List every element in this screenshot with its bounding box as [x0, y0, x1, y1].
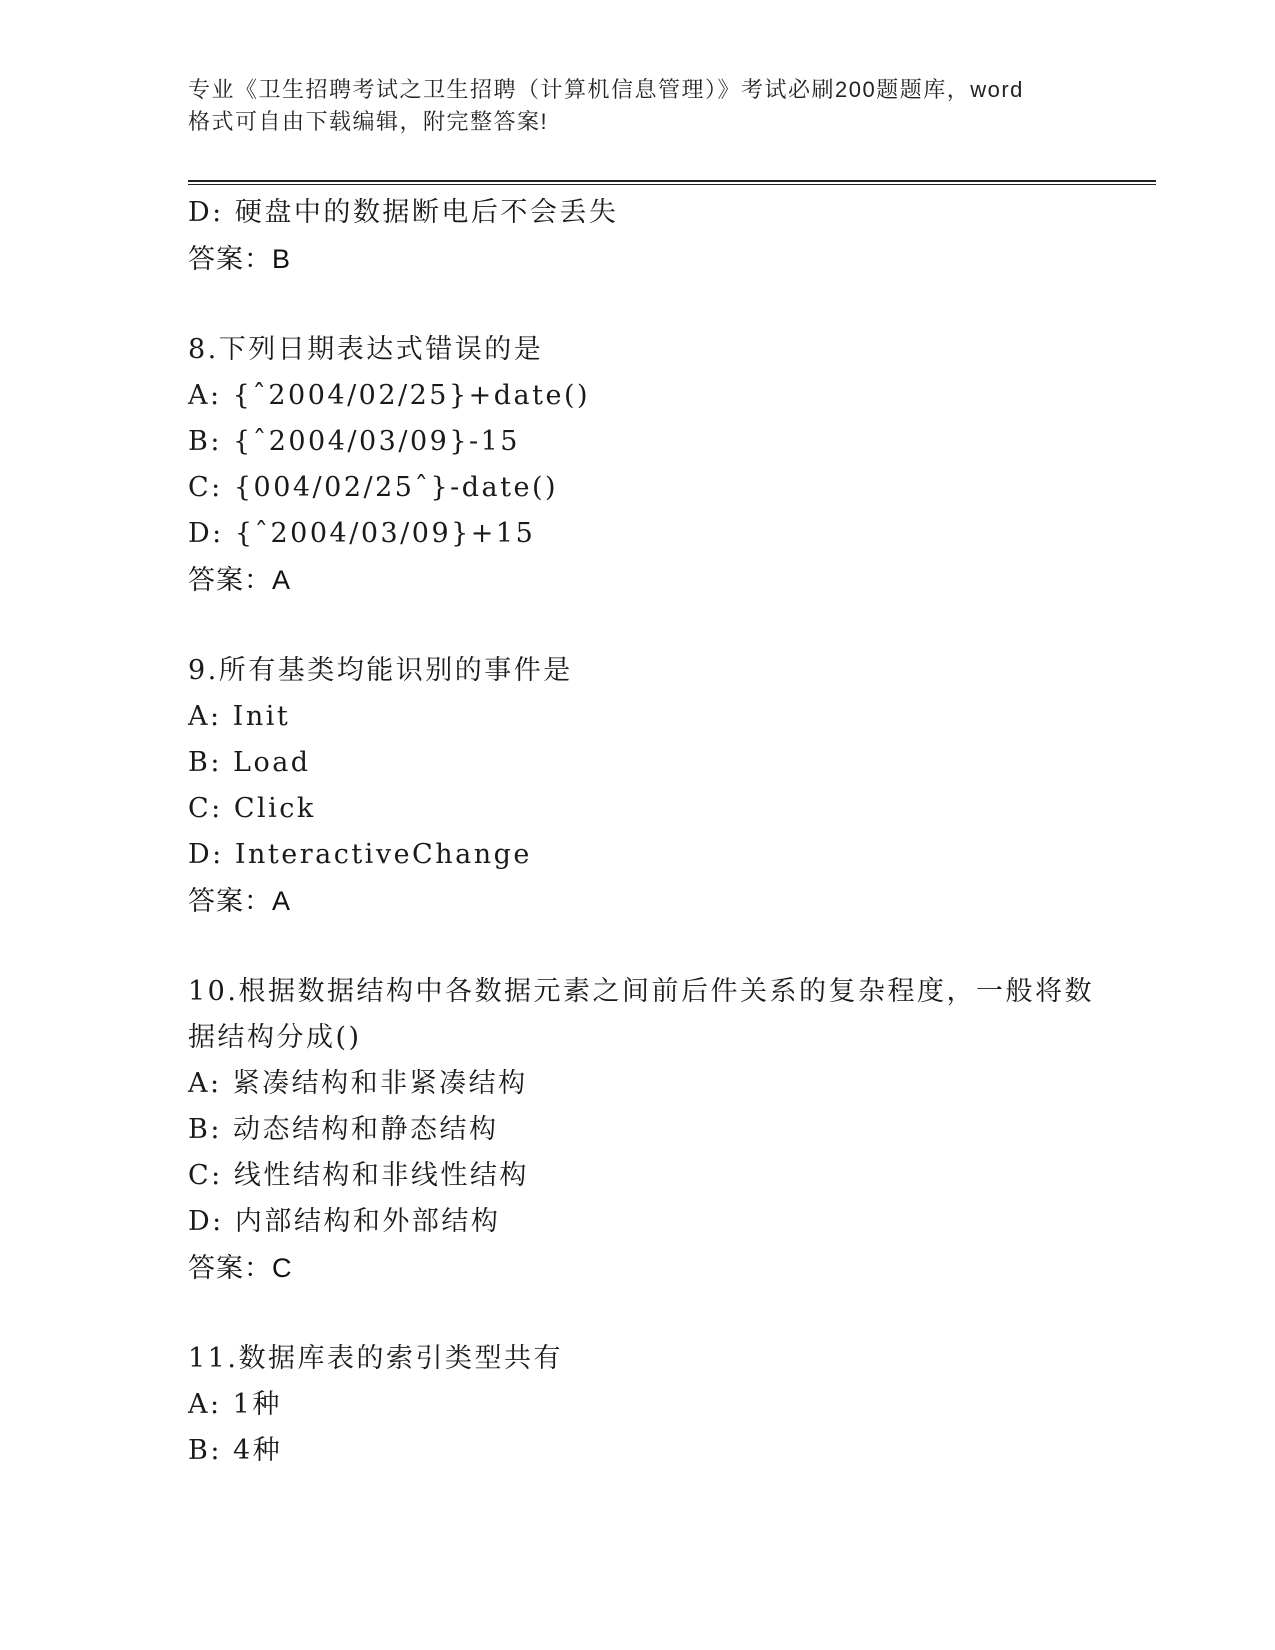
- option-b: B: 4种: [188, 1435, 283, 1466]
- question-stem-line-2: 据结构分成(): [188, 1022, 362, 1053]
- document-header: [188, 74, 1088, 138]
- option-d: D: {ˆ2004/03/09}+15: [188, 518, 536, 549]
- option-d: D: 硬盘中的数据断电后不会丢失: [188, 197, 619, 228]
- answer-line: 答案：A: [188, 886, 292, 916]
- option-b: B: Load: [188, 747, 311, 778]
- divider-thick-line: [188, 180, 1156, 182]
- answer-line: 答案：A: [188, 565, 292, 595]
- answer-line: 答案：C: [188, 1253, 293, 1283]
- option-d: D: 内部结构和外部结构: [188, 1206, 501, 1237]
- question-9: [188, 648, 1088, 924]
- option-c: C: {004/02/25ˆ}-date(): [188, 472, 559, 503]
- question-stem-line-1: 10.根据数据结构中各数据元素之间前后件关系的复杂程度，一般将数: [188, 976, 1094, 1007]
- question-10: [188, 969, 1094, 1291]
- option-b: B: {ˆ2004/03/09}-15: [188, 426, 520, 457]
- header-divider: [188, 180, 1156, 186]
- option-b: B: 动态结构和静态结构: [188, 1114, 499, 1145]
- option-d: D: InteractiveChange: [188, 839, 532, 870]
- question-8: [188, 327, 1088, 603]
- option-a: A: 1种: [188, 1389, 282, 1420]
- document-body: [188, 190, 1094, 1474]
- header-title-line-2: 格式可自由下载编辑，附完整答案!: [188, 109, 549, 134]
- spacer: [188, 603, 1088, 648]
- question-stem: 8.下列日期表达式错误的是: [188, 334, 544, 365]
- spacer: [188, 1291, 1088, 1336]
- option-c: C: 线性结构和非线性结构: [188, 1160, 529, 1191]
- option-a: A: {ˆ2004/02/25}+date(): [188, 380, 591, 411]
- divider-thin-line: [188, 184, 1156, 185]
- option-c: C: Click: [188, 793, 316, 824]
- spacer: [188, 282, 1088, 327]
- option-a: A: Init: [188, 701, 291, 732]
- header-title-line-1: 专业《卫生招聘考试之卫生招聘（计算机信息管理）》考试必刷200题题库，word: [188, 77, 1024, 102]
- option-a: A: 紧凑结构和非紧凑结构: [188, 1068, 528, 1099]
- answer-line: 答案：B: [188, 244, 292, 274]
- spacer: [188, 924, 1088, 969]
- question-11: [188, 1336, 1088, 1474]
- question-stem: 11.数据库表的索引类型共有: [188, 1343, 563, 1374]
- question-stem: 9.所有基类均能识别的事件是: [188, 655, 573, 686]
